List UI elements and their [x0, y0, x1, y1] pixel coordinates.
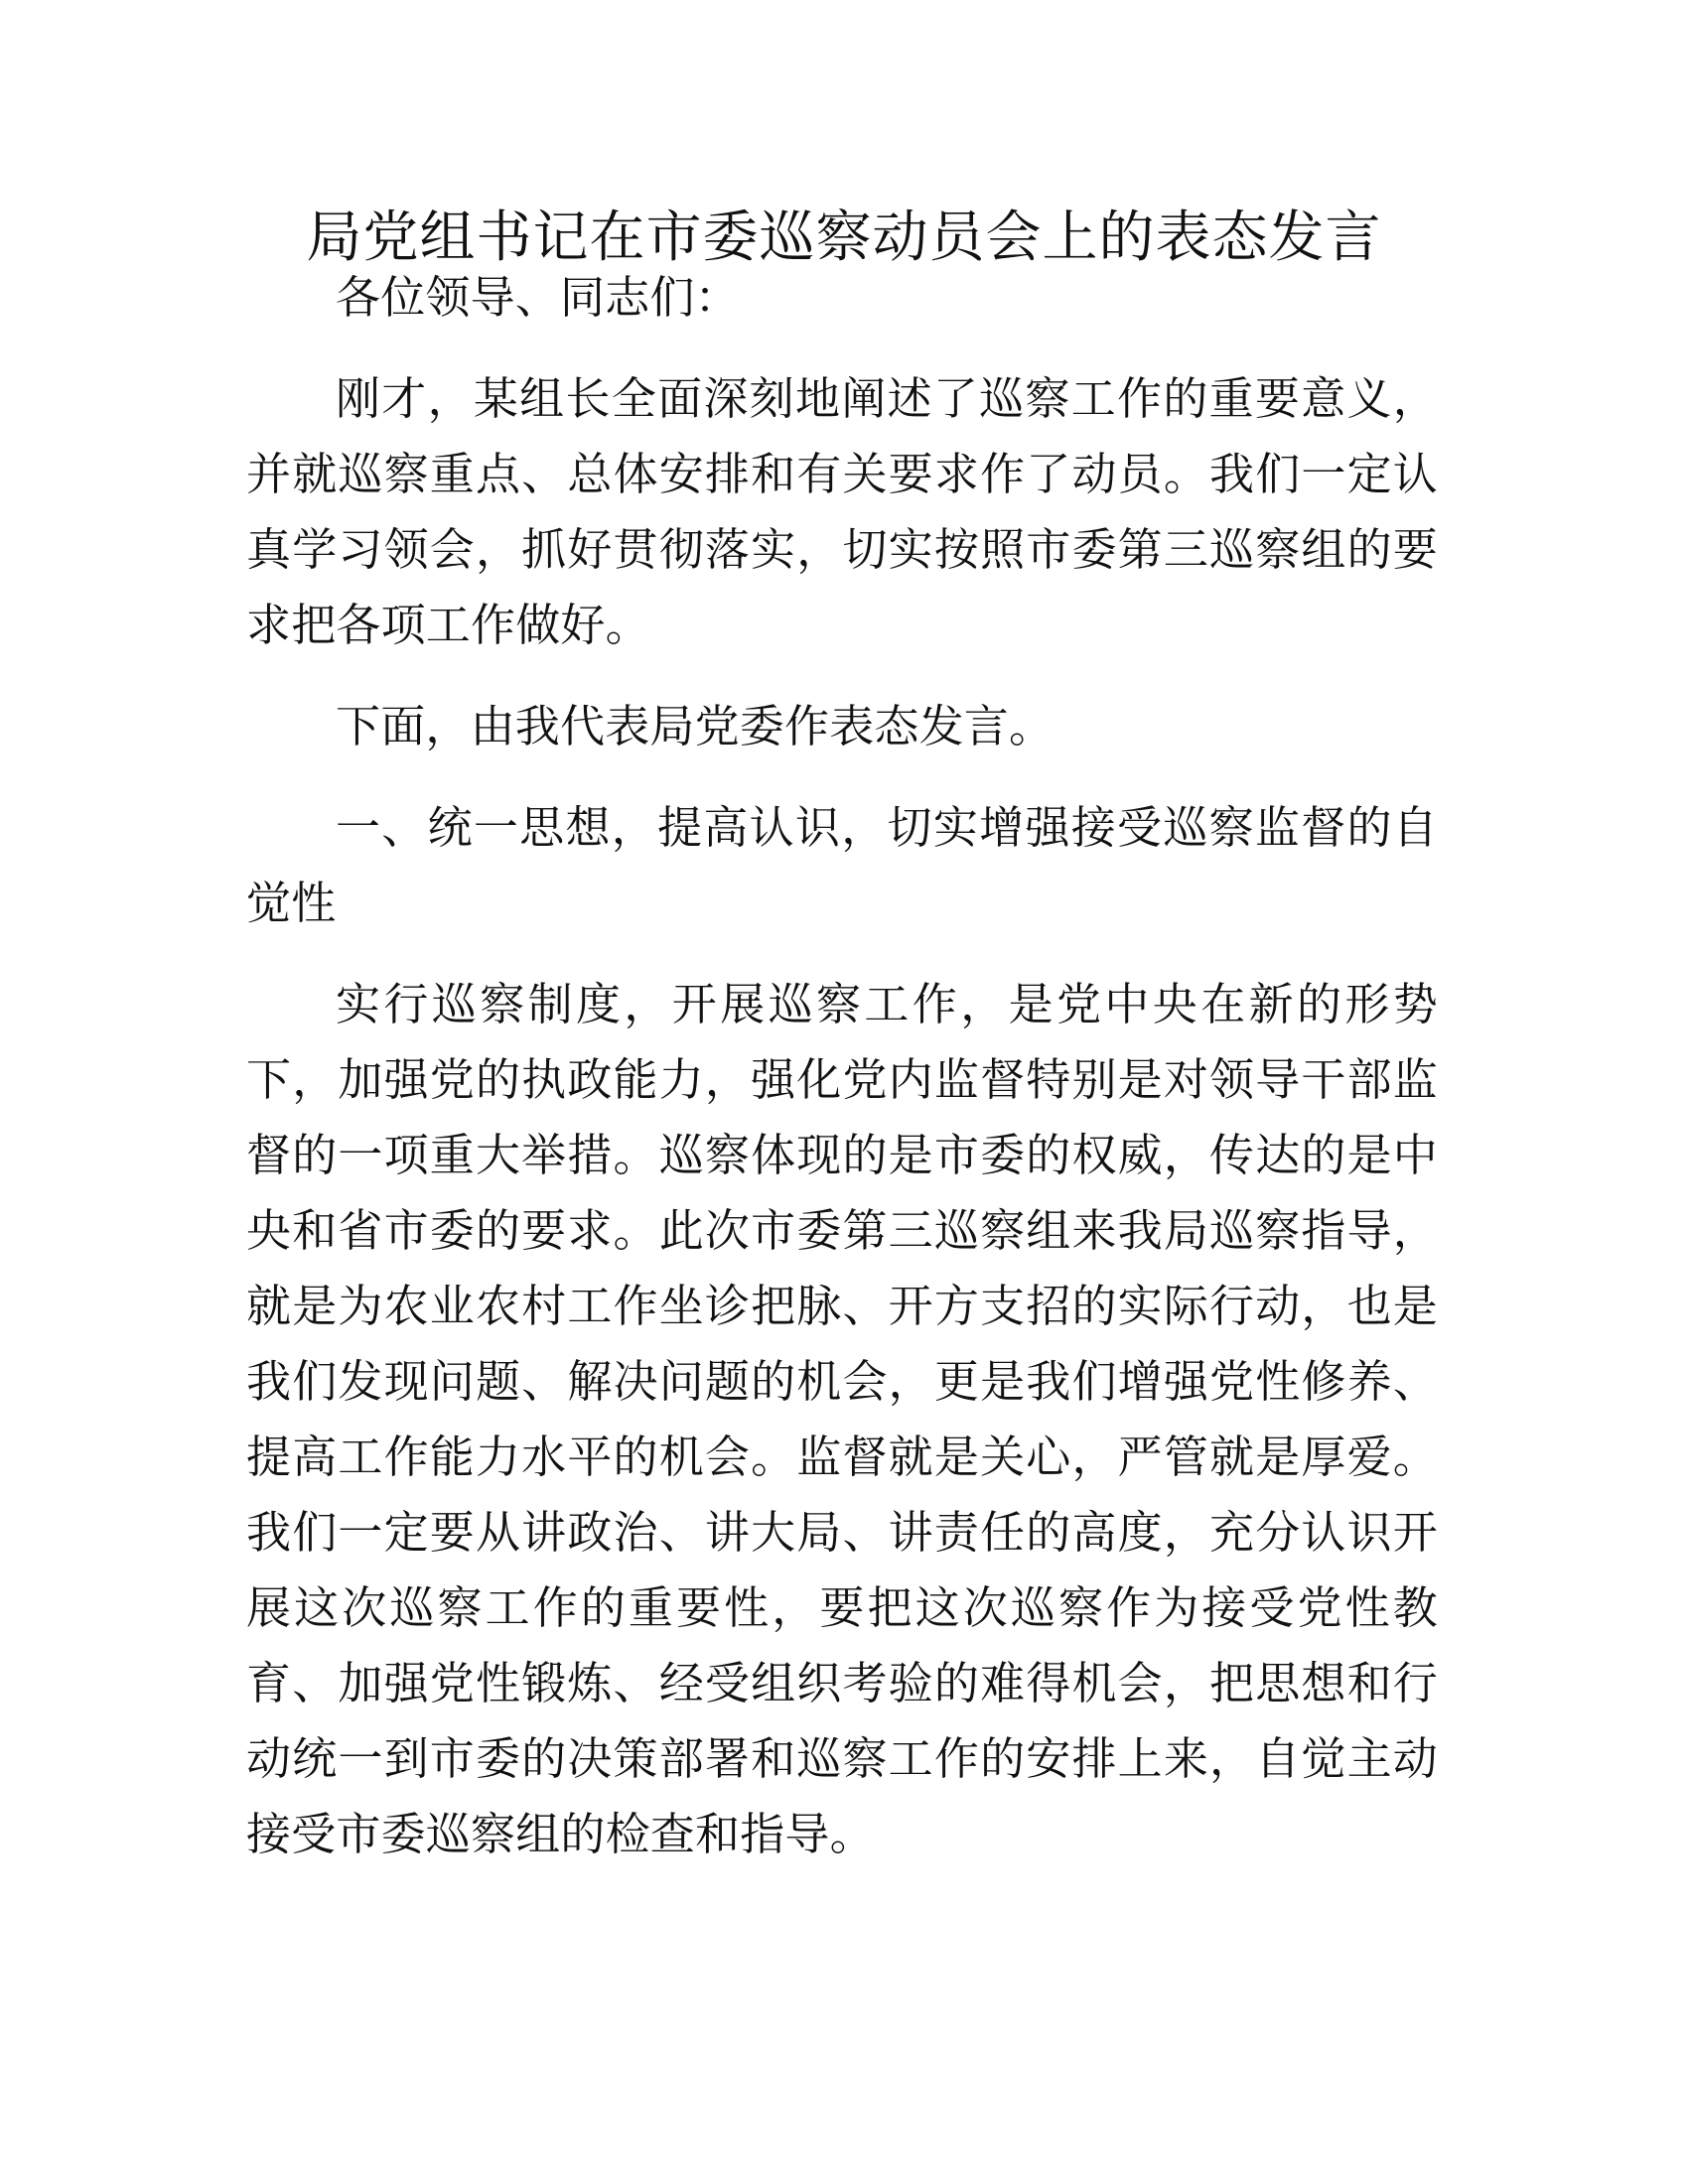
salutation-paragraph: 各位领导、同志们：: [336, 271, 740, 324]
section-heading-1: 一、统一思想，提高认识，切实增强接受巡察监督的自觉性: [246, 801, 1438, 929]
statement-intro-paragraph: 下面，由我代表局党委作表态发言。: [336, 700, 1055, 752]
opening-paragraph: 刚才，某组长全面深刻地阐述了巡察工作的重要意义，并就巡察重点、总体安排和有关要求作了动员。我们一定认真学习领会，抓好贯彻落实，切实按照市委第三巡察组的要求把各项工作做好。: [246, 372, 1438, 651]
document-body: [246, 260, 1438, 1898]
document-title: 局党组书记在市委巡察动员会上的表态发言: [306, 205, 1382, 270]
section-1-body-paragraph: 实行巡察制度，开展巡察工作，是党中央在新的形势下，加强党的执政能力，强化党内监督特别是对领导干部监督的一项重大举措。巡察体现的是市委的权威，传达的是中央和省市委的要求。此次市委第三巡察组来我局巡察指导，就是为农业农村工作坐诊把脉、开方支招的实际行动，也是我们发现问题、解决问题的机会，更是我们增强党性修养、提高工作能力水平的机会。监督就是关心，严管就是厚爱。我们一定要从讲政治、讲大局、讲责任的高度，充分认识开展这次巡察工作的重要性，要把这次巡察作为接受党性教育、加强党性锻炼、经受组织考验的难得机会，把思想和行动统一到市委的决策部署和巡察工作的安排上来，自觉主动接受市委巡察组的检查和指导。: [246, 978, 1438, 1860]
